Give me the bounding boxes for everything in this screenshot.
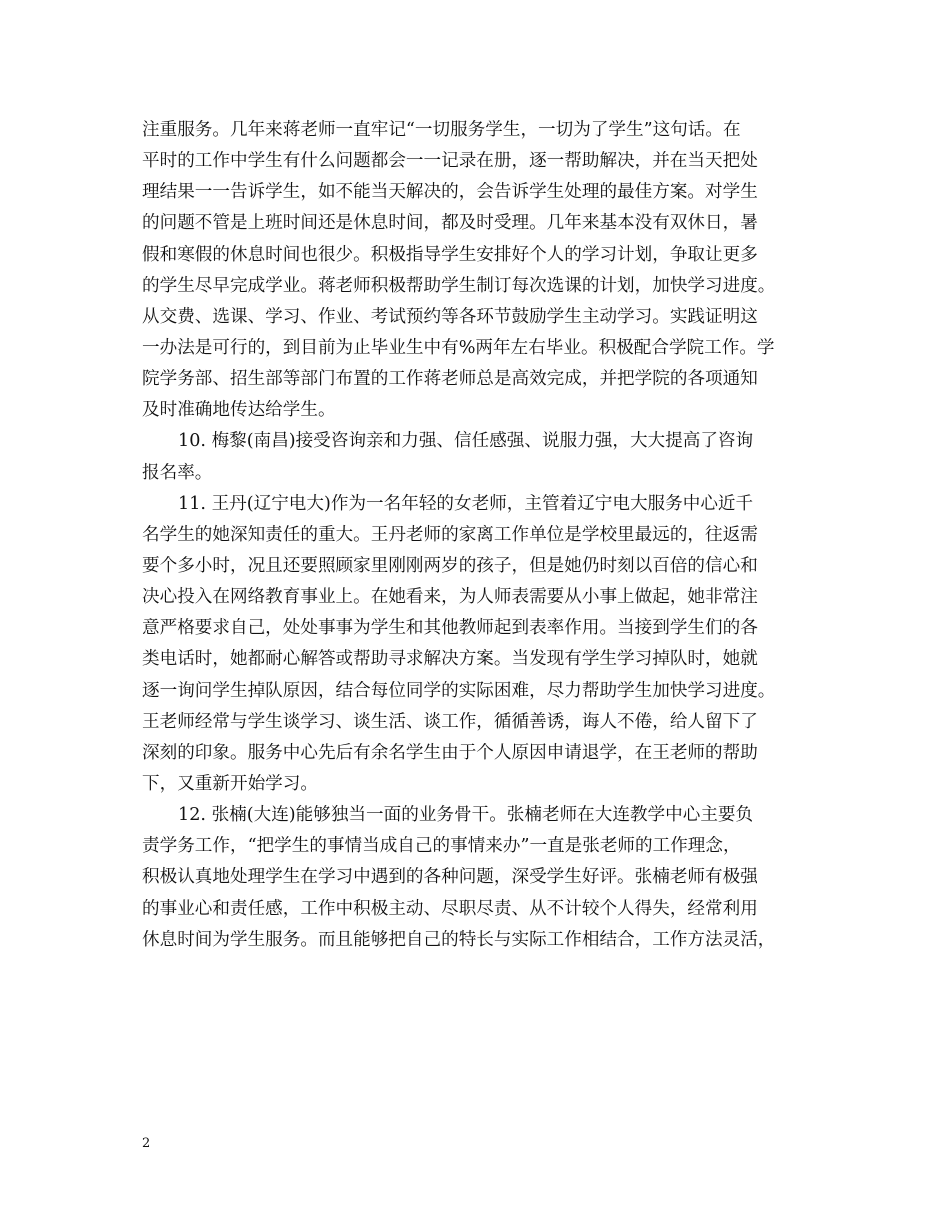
text-line: 名学生的她深知责任的重大。王丹老师的家离工作单位是学校里最远的，往返需 xyxy=(142,524,758,545)
text-line: 的学生尽早完成学业。蒋老师积极帮助学生制订每次选课的计划，加快学习进度。 xyxy=(142,275,776,296)
text-line: 平时的工作中学生有什么问题都会一一记录在册，逐一帮助解决，并在当天把处 xyxy=(142,151,758,172)
text-line: 11. 王丹(辽宁电大)作为一名年轻的女老师，主管着辽宁电大服务中心近千 xyxy=(178,493,754,514)
text-line: 的事业心和责任感，工作中积极主动、尽职尽责、从不计较个人得失，经常利用 xyxy=(142,898,758,919)
text-line: 12. 张楠(大连)能够独当一面的业务骨干。张楠老师在大连教学中心主要负 xyxy=(178,805,754,826)
text-line: 休息时间为学生服务。而且能够把自己的特长与实际工作相结合，工作方法灵活， xyxy=(142,929,776,950)
text-line: 从交费、选课、学习、作业、考试预约等各环节鼓励学生主动学习。实践证明这 xyxy=(142,306,758,327)
text-line: 积极认真地处理学生在学习中遇到的各种问题，深受学生好评。张楠老师有极强 xyxy=(142,867,758,888)
text-line: 逐一询问学生掉队原因，结合每位同学的实际困难，尽力帮助学生加快学习进度。 xyxy=(142,680,776,701)
text-line: 要个多小时，况且还要照顾家里刚刚两岁的孩子，但是她仍时刻以百倍的信心和 xyxy=(142,555,758,576)
text-line: 注重服务。几年来蒋老师一直牢记“一切服务学生，一切为了学生”这句话。在 xyxy=(142,120,741,140)
text-line: 院学务部、招生部等部门布置的工作蒋老师总是高效完成，并把学院的各项通知 xyxy=(142,369,758,390)
text-line: 意严格要求自己，处处事事为学生和其他教师起到表率作用。当接到学生们的各 xyxy=(142,618,758,639)
text-line: 报名率。 xyxy=(142,462,213,483)
body-text xyxy=(142,115,822,956)
text-line: 及时准确地传达给学生。 xyxy=(142,400,336,421)
text-line: 理结果一一告诉学生，如不能当天解决的，会告诉学生处理的最佳方案。对学生 xyxy=(142,182,758,203)
text-line: 责学务工作，“把学生的事情当成自己的事情来办”一直是张老师的工作理念， xyxy=(142,836,741,857)
page-number: 2 xyxy=(142,1136,151,1151)
text-line: 下，又重新开始学习。 xyxy=(142,773,318,794)
text-line: 决心投入在网络教育事业上。在她看来，为人师表需要从小事上做起，她非常注 xyxy=(142,587,758,608)
text-line: 假和寒假的休息时间也很少。积极指导学生安排好个人的学习计划，争取让更多 xyxy=(142,244,758,265)
text-line: 一办法是可行的，到目前为止毕业生中有%两年左右毕业。积极配合学院工作。学 xyxy=(142,337,775,358)
text-line: 王老师经常与学生谈学习、谈生活、谈工作，循循善诱，诲人不倦，给人留下了 xyxy=(142,711,758,732)
text-line: 10. 梅黎(南昌)接受咨询亲和力强、信任感强、说服力强，大大提高了咨询 xyxy=(178,431,754,452)
text-line: 类电话时，她都耐心解答或帮助寻求解决方案。当发现有学生学习掉队时，她就 xyxy=(142,649,758,670)
text-line: 深刻的印象。服务中心先后有余名学生由于个人原因申请退学，在王老师的帮助 xyxy=(142,742,758,763)
text-line: 的问题不管是上班时间还是休息时间，都及时受理。几年来基本没有双休日，暑 xyxy=(142,213,758,234)
